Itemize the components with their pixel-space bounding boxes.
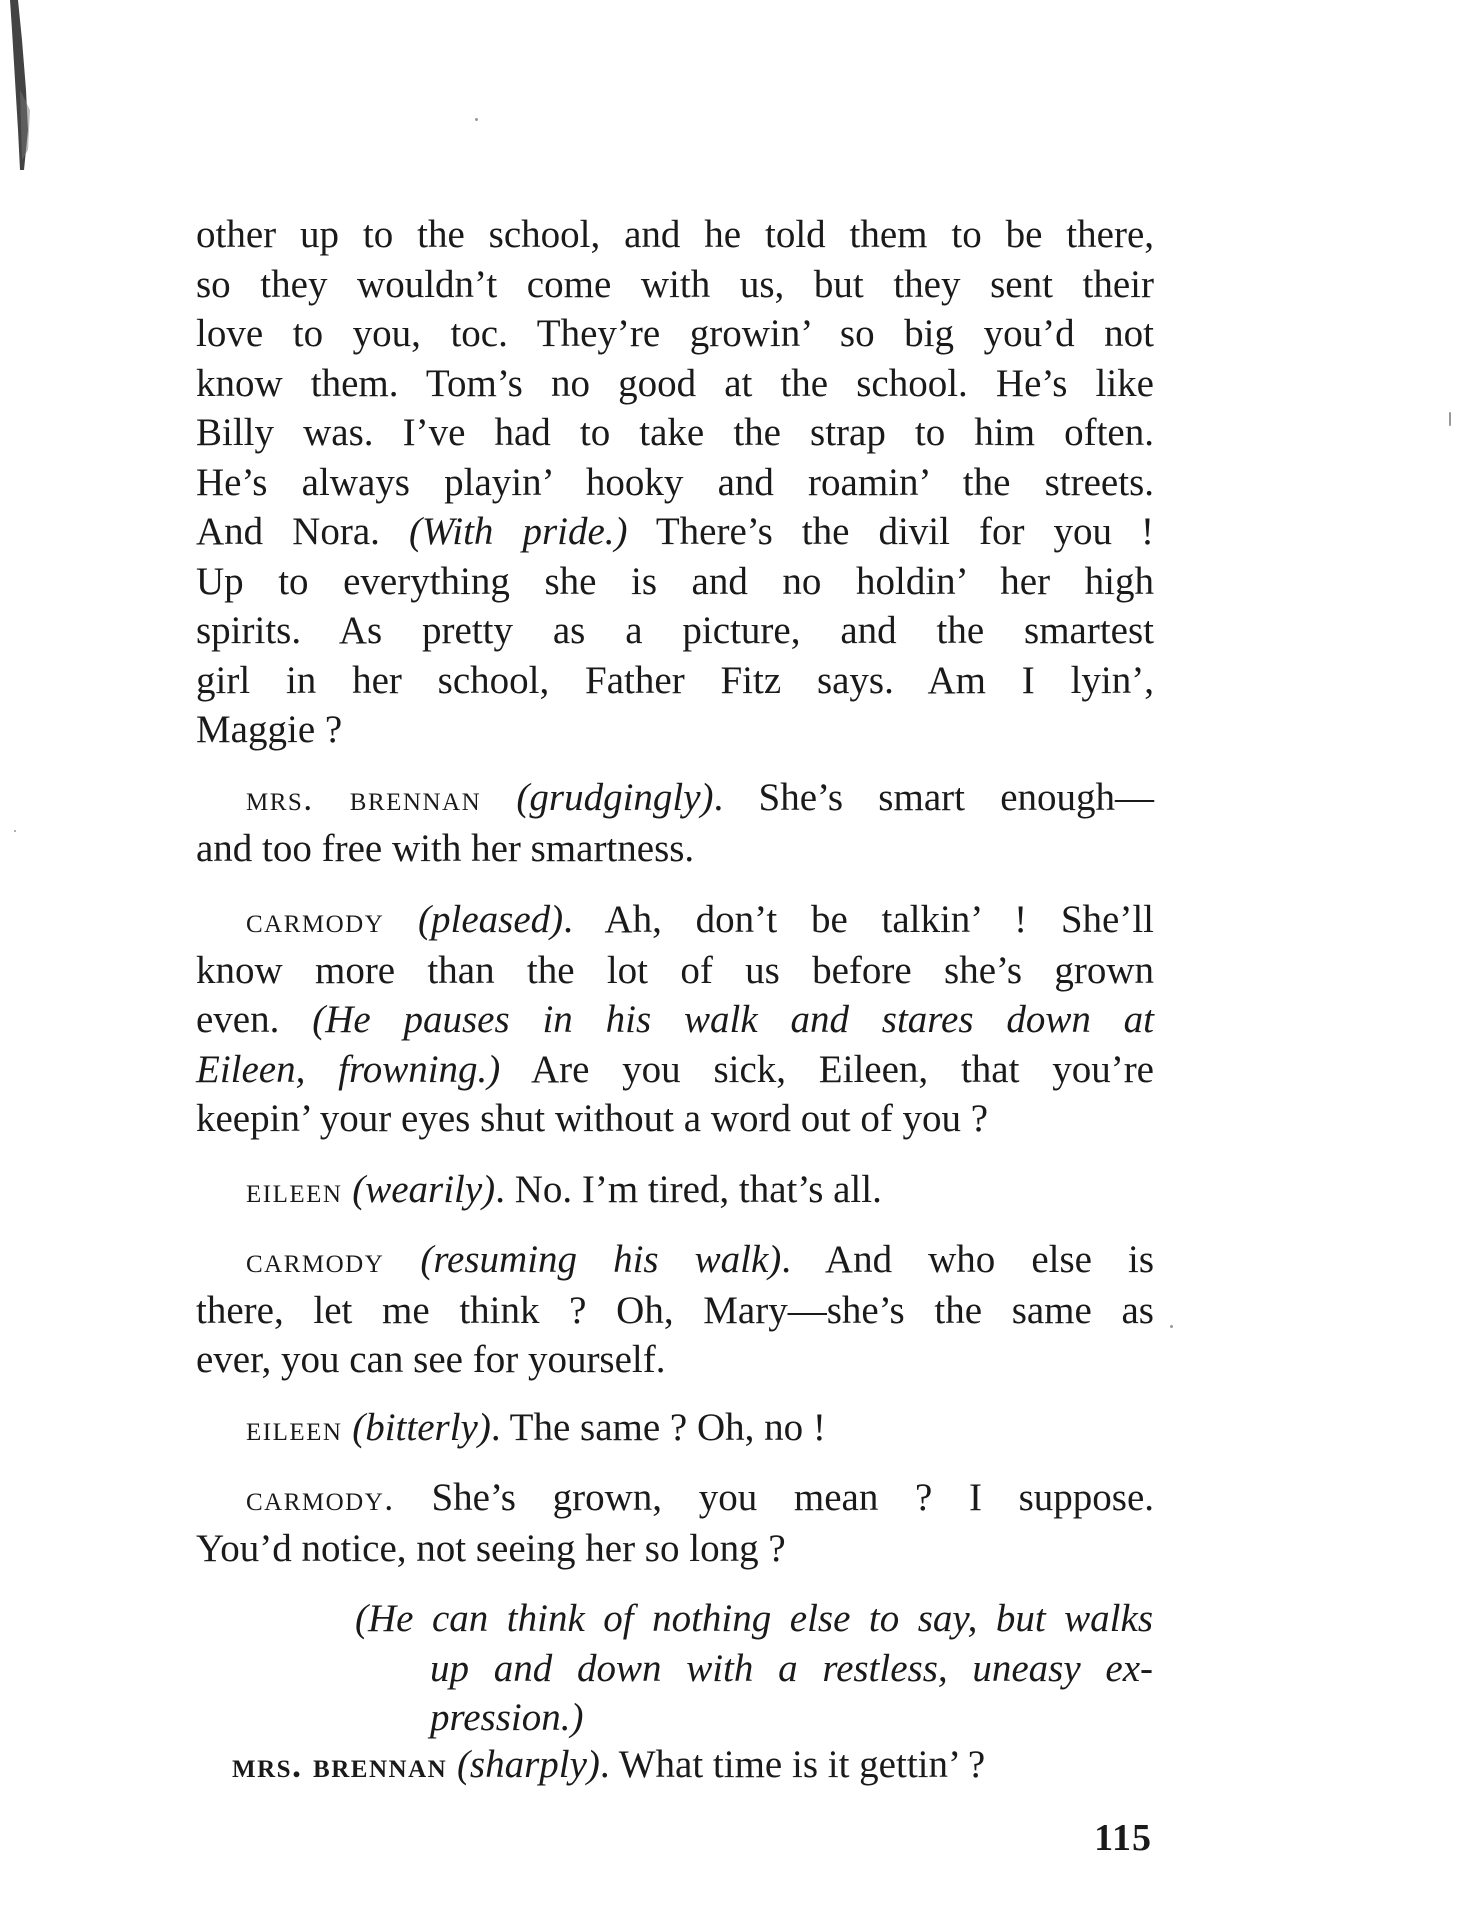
stage-direction-inline: (sharply) — [456, 1743, 600, 1786]
dialogue-text: . No. I’m tired, that’s all. — [495, 1168, 882, 1211]
speech-eileen-1 — [196, 1165, 1154, 1216]
speech-line — [196, 1165, 1154, 1216]
text-line: Up to everything she is and no holdin’ her high — [196, 559, 1154, 603]
speech-line: ever, you can see for yourself. — [196, 1338, 666, 1381]
speaker-name: mrs. brennan — [232, 1745, 448, 1785]
paper-speck — [475, 118, 478, 121]
text-line: love to you, toc. They’re growin’ so big you’d not — [196, 312, 1154, 355]
text-line: so they wouldn’t come with us, but they sent their — [196, 262, 1154, 306]
speech-line: there, let me think ? Oh, Mary—she’s the same as — [196, 1288, 1154, 1332]
dialogue-text: . What time is it gettin’ ? — [599, 1743, 986, 1786]
text-fragment: There’s the divil for you ! — [655, 510, 1155, 553]
stage-direction-line: (He can think of nothing else to say, but walks — [355, 1597, 1153, 1640]
dialogue-text: . She’s smart enough— — [713, 776, 1155, 819]
speech-carmody-3 — [196, 1473, 1154, 1573]
stage-direction-inline: (With pride.) — [408, 510, 628, 553]
text-line: spirits. As pretty as a picture, and the smartest — [196, 609, 1154, 652]
speech-carmody-1 — [196, 895, 1154, 1144]
dialogue-text: . Ah, don’t be talkin’ ! She’ll — [563, 898, 1155, 941]
speech-line: and too free with her smartness. — [196, 826, 695, 870]
paper-speck — [1170, 1325, 1173, 1328]
page-number: 115 — [1094, 1817, 1152, 1859]
speech-line: know more than the lot of us before she’s grown — [196, 948, 1154, 992]
paper-speck — [14, 830, 16, 832]
dialogue-text: . And who else is — [781, 1238, 1154, 1281]
speech-line: keepin’ your eyes shut without a word out of you ? — [196, 1097, 989, 1140]
stage-direction-inline: (resuming his walk) — [420, 1238, 782, 1281]
speech-line — [196, 995, 1154, 1045]
speech-line — [196, 1045, 1154, 1095]
speaker-name: carmody. — [246, 1478, 395, 1518]
speech-line: You’d notice, not seeing her so long ? — [196, 1526, 786, 1570]
speaker-name: eileen — [246, 1408, 343, 1448]
text-line: know them. Tom’s no good at the school. He’s like — [196, 361, 1154, 405]
dialogue-text: even. — [196, 998, 280, 1041]
speech-eileen-2 — [196, 1403, 1154, 1454]
text-line: other up to the school, and he told them to be there, — [196, 213, 1154, 256]
speech-line — [196, 1235, 1154, 1286]
stage-direction-inline: (pleased) — [418, 898, 564, 941]
stage-direction-inline: (wearily) — [352, 1168, 496, 1211]
speech-line — [196, 1473, 1154, 1524]
stage-direction-inline: (grudgingly) — [516, 776, 714, 819]
stage-direction-line: pression.) — [430, 1696, 584, 1739]
speaker-name: eileen — [246, 1170, 343, 1210]
text-line: Maggie ? — [196, 708, 343, 751]
speaker-name: carmody — [246, 900, 385, 940]
speech-line — [196, 1740, 1154, 1791]
speaker-name: mrs. brennan — [246, 778, 482, 818]
text-fragment: And Nora. — [196, 510, 380, 553]
text-line: Billy was. I’ve had to take the strap to him often. — [196, 411, 1154, 454]
stage-direction-line: up and down with a restless, uneasy ex- — [430, 1646, 1153, 1690]
stage-direction-block — [355, 1594, 1153, 1743]
text-line-mixed — [196, 507, 1154, 557]
speech-carmody-2 — [196, 1235, 1154, 1385]
speech-mrs-brennan-1 — [196, 773, 1154, 873]
speech-line — [196, 1403, 1154, 1454]
stage-direction-inline: (He pauses in his walk and stares down at — [312, 998, 1154, 1041]
text-line: He’s always playin’ hooky and roamin’ the streets. — [196, 460, 1154, 504]
speech-line — [196, 773, 1154, 824]
stage-direction-inline: Eileen, frowning.) — [196, 1047, 501, 1091]
stage-direction-inline: (bitterly) — [352, 1406, 491, 1449]
opening-paragraph — [196, 210, 1154, 755]
dialogue-text: . The same ? Oh, no ! — [490, 1406, 826, 1449]
speech-line — [196, 895, 1154, 946]
text-line: girl in her school, Father Fitz says. Am I lyin’, — [196, 658, 1154, 702]
dialogue-text: Are you sick, Eileen, that you’re — [530, 1047, 1154, 1091]
speech-mrs-brennan-2 — [196, 1740, 1154, 1791]
paper-speck — [1449, 412, 1451, 426]
binding-shadow-mark — [8, 0, 34, 170]
speaker-name: carmody — [246, 1240, 385, 1280]
dialogue-text: She’s grown, you mean ? I suppose. — [431, 1476, 1155, 1519]
